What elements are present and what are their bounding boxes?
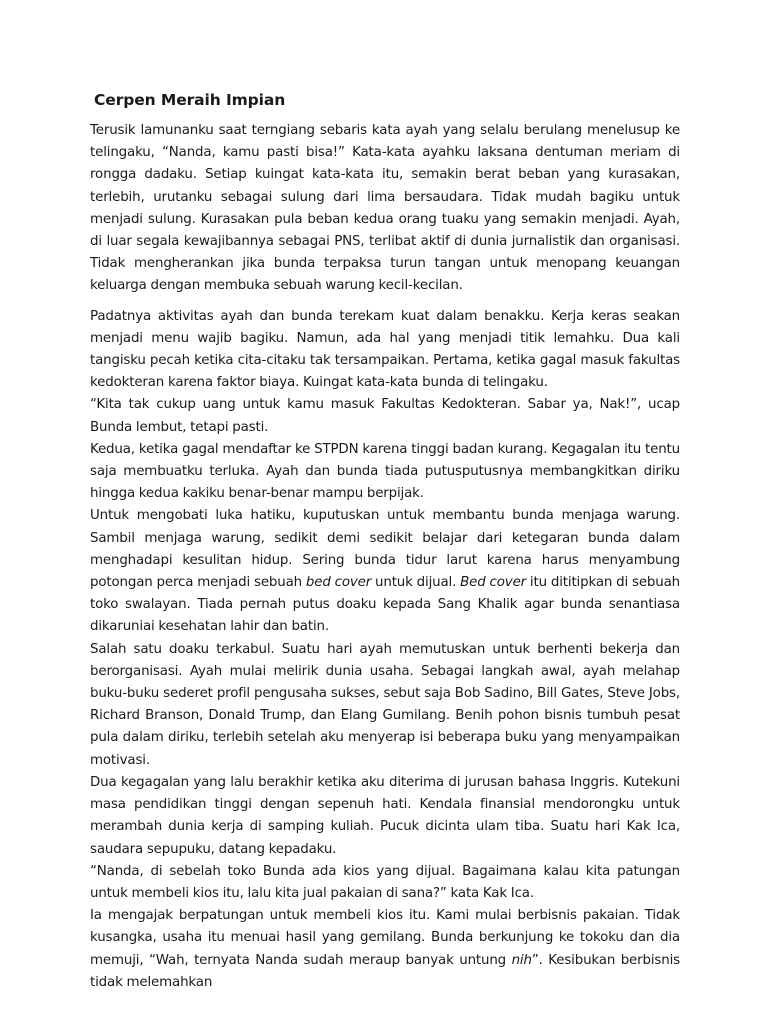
paragraph-4: Kedua, ketika gagal mendaftar ke STPDN karena tinggi badan kurang. Kegagalan itu tentu saja membuatku terluka. Ayah dan bunda tiada putusputusnya membangkitkan diriku hingga kedua kakiku benar-benar mampu berpijak. bbox=[90, 441, 680, 502]
paragraph-5-text-c: itu dititipkan di sebuah toko swalayan. Tiada pernah putus doaku kepada Sang Khalik agar bunda senantiasa dikaruniai kesehatan lahir dan batin. bbox=[90, 575, 680, 635]
document-title: Cerpen Meraih Impian bbox=[94, 91, 286, 109]
paragraph-3: “Kita tak cukup uang untuk kamu masuk Fakultas Kedokteran. Sabar ya, Nak!”, ucap Bunda lembut, tetapi pasti. bbox=[90, 397, 680, 435]
paragraph-5-text-a: Untuk mengobati luka hatiku, kuputuskan untuk membantu bunda menjaga warung. Sambil menjaga warung, sedikit demi sedikit belajar dari ketegaran bunda dalam menghadapi kesulitan hidup. Sering bunda tidur larut karena harus menyambung potongan perca menjadi sebuah bbox=[90, 508, 680, 591]
paragraph-2: Padatnya aktivitas ayah dan bunda terekam kuat dalam benakku. Kerja keras seakan menjadi menu wajib bagiku. Namun, ada hal yang menjadi titik lemahku. Dua kali tangisku pecah ketika cita-citaku tak tersampaikan. Pertama, ketika gagal masuk fakultas kedokteran karena faktor biaya. Kuingat kata-kata bunda di telingaku. bbox=[90, 308, 680, 391]
paragraph-5-text-b: untuk dijual. bbox=[371, 575, 461, 591]
document-body bbox=[90, 120, 680, 994]
paragraph-9-text-a: Ia mengajak berpatungan untuk membeli kios itu. Kami mulai berbisnis pakaian. Tidak kusangka, usaha itu menuai hasil yang gemilang. Bunda berkunjung ke tokoku dan dia memuji, “Wah, ternyata Nanda sudah meraup banyak untung bbox=[90, 908, 680, 968]
paragraph-9 bbox=[90, 905, 680, 994]
paragraph-5-italic-b: Bed cover bbox=[460, 575, 527, 591]
paragraph-5-italic-a: bed cover bbox=[305, 575, 372, 591]
paragraph-1: Terusik lamunanku saat terngiang sebaris kata ayah yang selalu berulang menelusup ke telingaku, “Nanda, kamu pasti bisa!” Kata-kata ayahku laksana dentuman meriam di rongga dadaku. Setiap kuingat kata-kata itu, semakin berat beban yang kurasakan, terlebih, urutanku sebagai sulung dari lima bersaudara. Tidak mudah bagiku untuk menjadi sulung. Kurasakan pula beban kedua orang tuaku yang semakin menjadi. Ayah, di luar segala kewajibannya sebagai PNS, terlibat aktif di dunia jurnalistik dan organisasi. Tidak mengherankan jika bunda terpaksa turun tangan untuk menopang keuangan keluarga dengan membuka sebuah warung kecil-kecilan. bbox=[90, 123, 680, 294]
paragraph-5 bbox=[90, 505, 680, 638]
paragraph-8: “Nanda, di sebelah toko Bunda ada kios yang dijual. Bagaimana kalau kita patungan untuk membeli kios itu, lalu kita jual pakaian di sana?” kata Kak Ica. bbox=[90, 863, 680, 901]
paragraph-9-text-b: ”. Kesibukan berbisnis tidak melemahkan bbox=[90, 952, 680, 990]
paragraph-9-italic: nih bbox=[511, 952, 532, 968]
paragraph-7: Dua kegagalan yang lalu berakhir ketika aku diterima di jurusan bahasa Inggris. Kutekuni masa pendidikan tinggi dengan sepenuh hati. Kendala finansial mendorongku untuk merambah dunia kerja di samping kuliah. Pucuk dicinta ulam tiba. Suatu hari Kak Ica, saudara sepupuku, datang kepadaku. bbox=[90, 774, 680, 857]
paragraph-6: Salah satu doaku terkabul. Suatu hari ayah memutuskan untuk berhenti bekerja dan berorganisasi. Ayah mulai melirik dunia usaha. Sebagai langkah awal, ayah melahap buku-buku sederet profil pengusaha sukses, sebut saja Bob Sadino, Bill Gates, Steve Jobs, Richard Branson, Donald Trump, dan Elang Gumilang. Benih pohon bisnis tumbuh pesat pula dalam diriku, terlebih setelah aku menyerap isi beberapa buku yang menyampaikan motivasi. bbox=[90, 641, 680, 768]
